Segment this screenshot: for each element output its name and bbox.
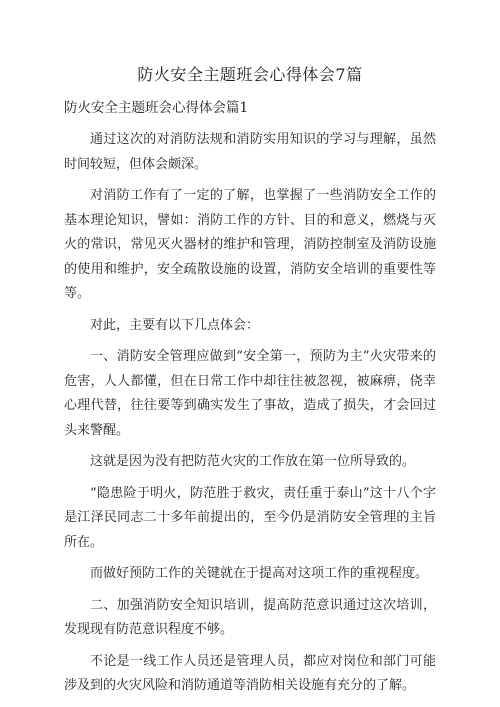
paragraph: 二、加强消防安全知识培训，提高防范意识通过这次培训，发现现有防范意识程度不够。 — [64, 597, 436, 637]
paragraph: “隐患险于明火，防范胜于救灾，责任重于泰山”这十八个字是江泽民同志二十多年前提出的，至今仍是消防安全管理的主旨所在。 — [64, 485, 436, 550]
paragraph: 对消防工作有了一定的了解，也掌握了一些消防安全工作的基本理论知识，譬如：消防工作的方针、目的和意义，燃烧与灭火的常识，常见灭火器材的维护和管理，消防控制室及消防设施的使用和维护，安全疏散设施的设置，消防安全培训的重要性等等。 — [64, 188, 436, 301]
paragraph: 这就是因为没有把防范火灾的工作放在第一位所导致的。 — [90, 454, 416, 469]
document-subtitle: 防火安全主题班会心得体会篇1 — [64, 100, 249, 116]
paragraph: 一、消防安全管理应做到“安全第一，预防为主”火灾带来的危害，人人都懂，但在日常工作中却往往被忽视，被麻痹，侥幸心理代替，往往要等到确实发生了事故，造成了损失，才会回过头来警醒。 — [64, 349, 436, 438]
paragraph: 对此，主要有以下几点体会： — [90, 317, 260, 333]
paragraph: 而做好预防工作的关键就在于提高对这项工作的重视程度。 — [90, 566, 429, 581]
document-title: 防火安全主题班会心得体会7篇 — [137, 65, 363, 84]
paragraph: 通过这次的对消防法规和消防实用知识的学习与理解，虽然时间较短，但体会颇深。 — [64, 132, 436, 172]
paragraph: 不论是一线工作人员还是管理人员，都应对岗位和部门可能涉及到的火灾风险和消防通道等消防相关设施有充分的了解。 — [64, 653, 436, 693]
